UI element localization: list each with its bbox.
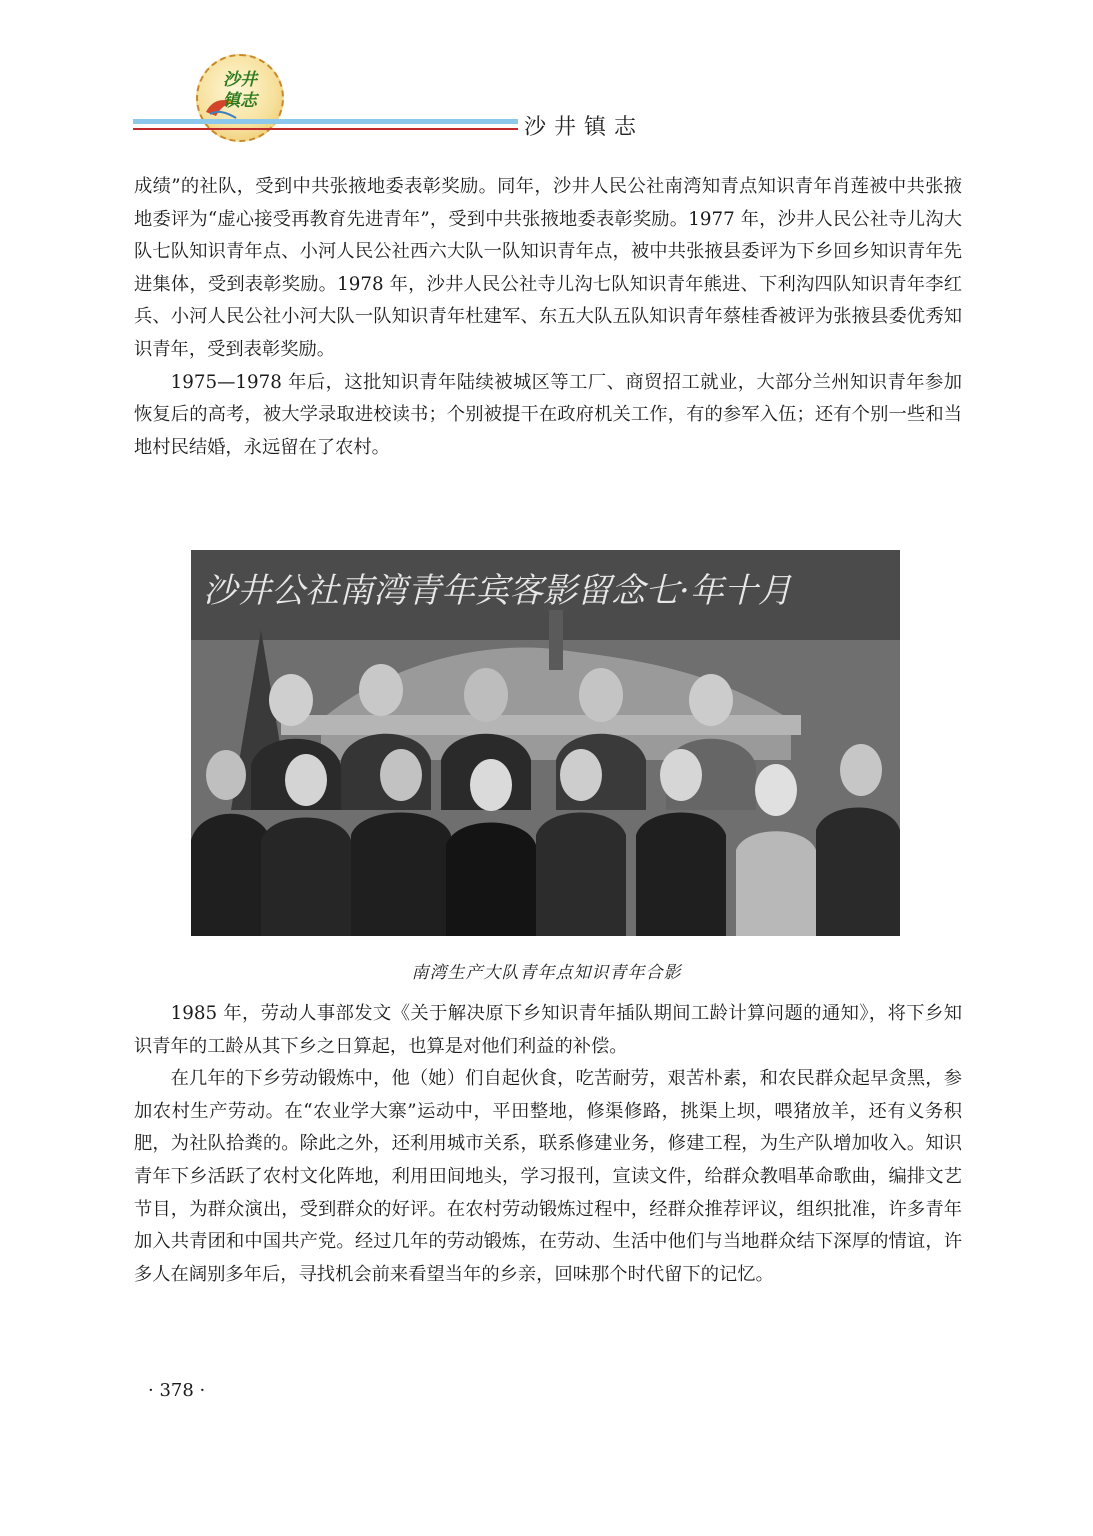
body-text-top — [134, 171, 962, 464]
paragraph: 成绩”的社队，受到中共张掖地委表彰奖励。同年，沙井人民公社南湾知青点知识青年肖莲被中共张掖地委评为“虚心接受再教育先进青年”，受到中共张掖地委表彰奖励。1977 年，沙井人民公社寺儿沟大队七队知识青年点、小河人民公社西六大队一队知识青年点，被中共张掖县委评为下乡回乡知识青年先进集体，受到表彰奖励。1978 年，沙井人民公社寺儿沟七队知识青年熊进、下利沟四队知识青年李红兵、小河人民公社小河大队一队知识青年杜建军、东五大队五队知识青年蔡桂香被评为张掖县委优秀知识青年，受到表彰奖励。 — [134, 176, 962, 360]
paragraph: 1975—1978 年后，这批知识青年陆续被城区等工厂、商贸招工就业，大部分兰州知识青年参加恢复后的高考，被大学录取进校读书；个别被提干在政府机关工作，有的参军入伍；还有个别一些和当地村民结婚，永远留在了农村。 — [134, 371, 962, 458]
paragraph: 在几年的下乡劳动锻炼中，他（她）们自起伙食，吃苦耐劳，艰苦朴素，和农民群众起早贪黑，参加农村生产劳动。在“农业学大寨”运动中，平田整地，修渠修路，挑渠上坝，喂猪放羊，还有义务积肥，为社队拾粪的。除此之外，还利用城市关系，联系修建业务，修建工程，为生产队增加收入。知识青年下乡活跃了农村文化阵地，利用田间地头，学习报刊，宣读文件，给群众教唱革命歌曲，编排文艺节目，为群众演出，受到群众的好评。在农村劳动锻炼过程中，经群众推荐评议，组织批准，许多青年加入共青团和中国共产党。经过几年的劳动锻炼，在劳动、生活中他们与当地群众结下深厚的情谊，许多人在阔别多年后，寻找机会前来看望当年的乡亲，回味那个时代留下的记忆。 — [134, 1068, 962, 1285]
photo-inscription: 沙井公社南湾青年宾客影留念七·年十月 — [203, 571, 792, 611]
seal-text: 沙井 镇志 — [223, 70, 257, 111]
header-rule-blue — [133, 119, 518, 124]
photo-caption: 南湾生产大队青年点知识青年合影 — [411, 963, 682, 983]
paragraph: 1985 年，劳动人事部发文《关于解决原下乡知识青年插队期间工龄计算问题的通知》，将下乡知识青年的工龄从其下乡之日算起，也算是对他们利益的补偿。 — [134, 1003, 962, 1057]
header-rule-red — [133, 128, 518, 130]
page-number: · 378 · — [148, 1380, 206, 1401]
page-header — [0, 0, 1093, 150]
body-text-bottom — [134, 998, 962, 1291]
group-photo — [191, 550, 900, 936]
group-photo-illustration — [191, 550, 900, 936]
running-title: 沙井镇志 — [524, 115, 645, 140]
